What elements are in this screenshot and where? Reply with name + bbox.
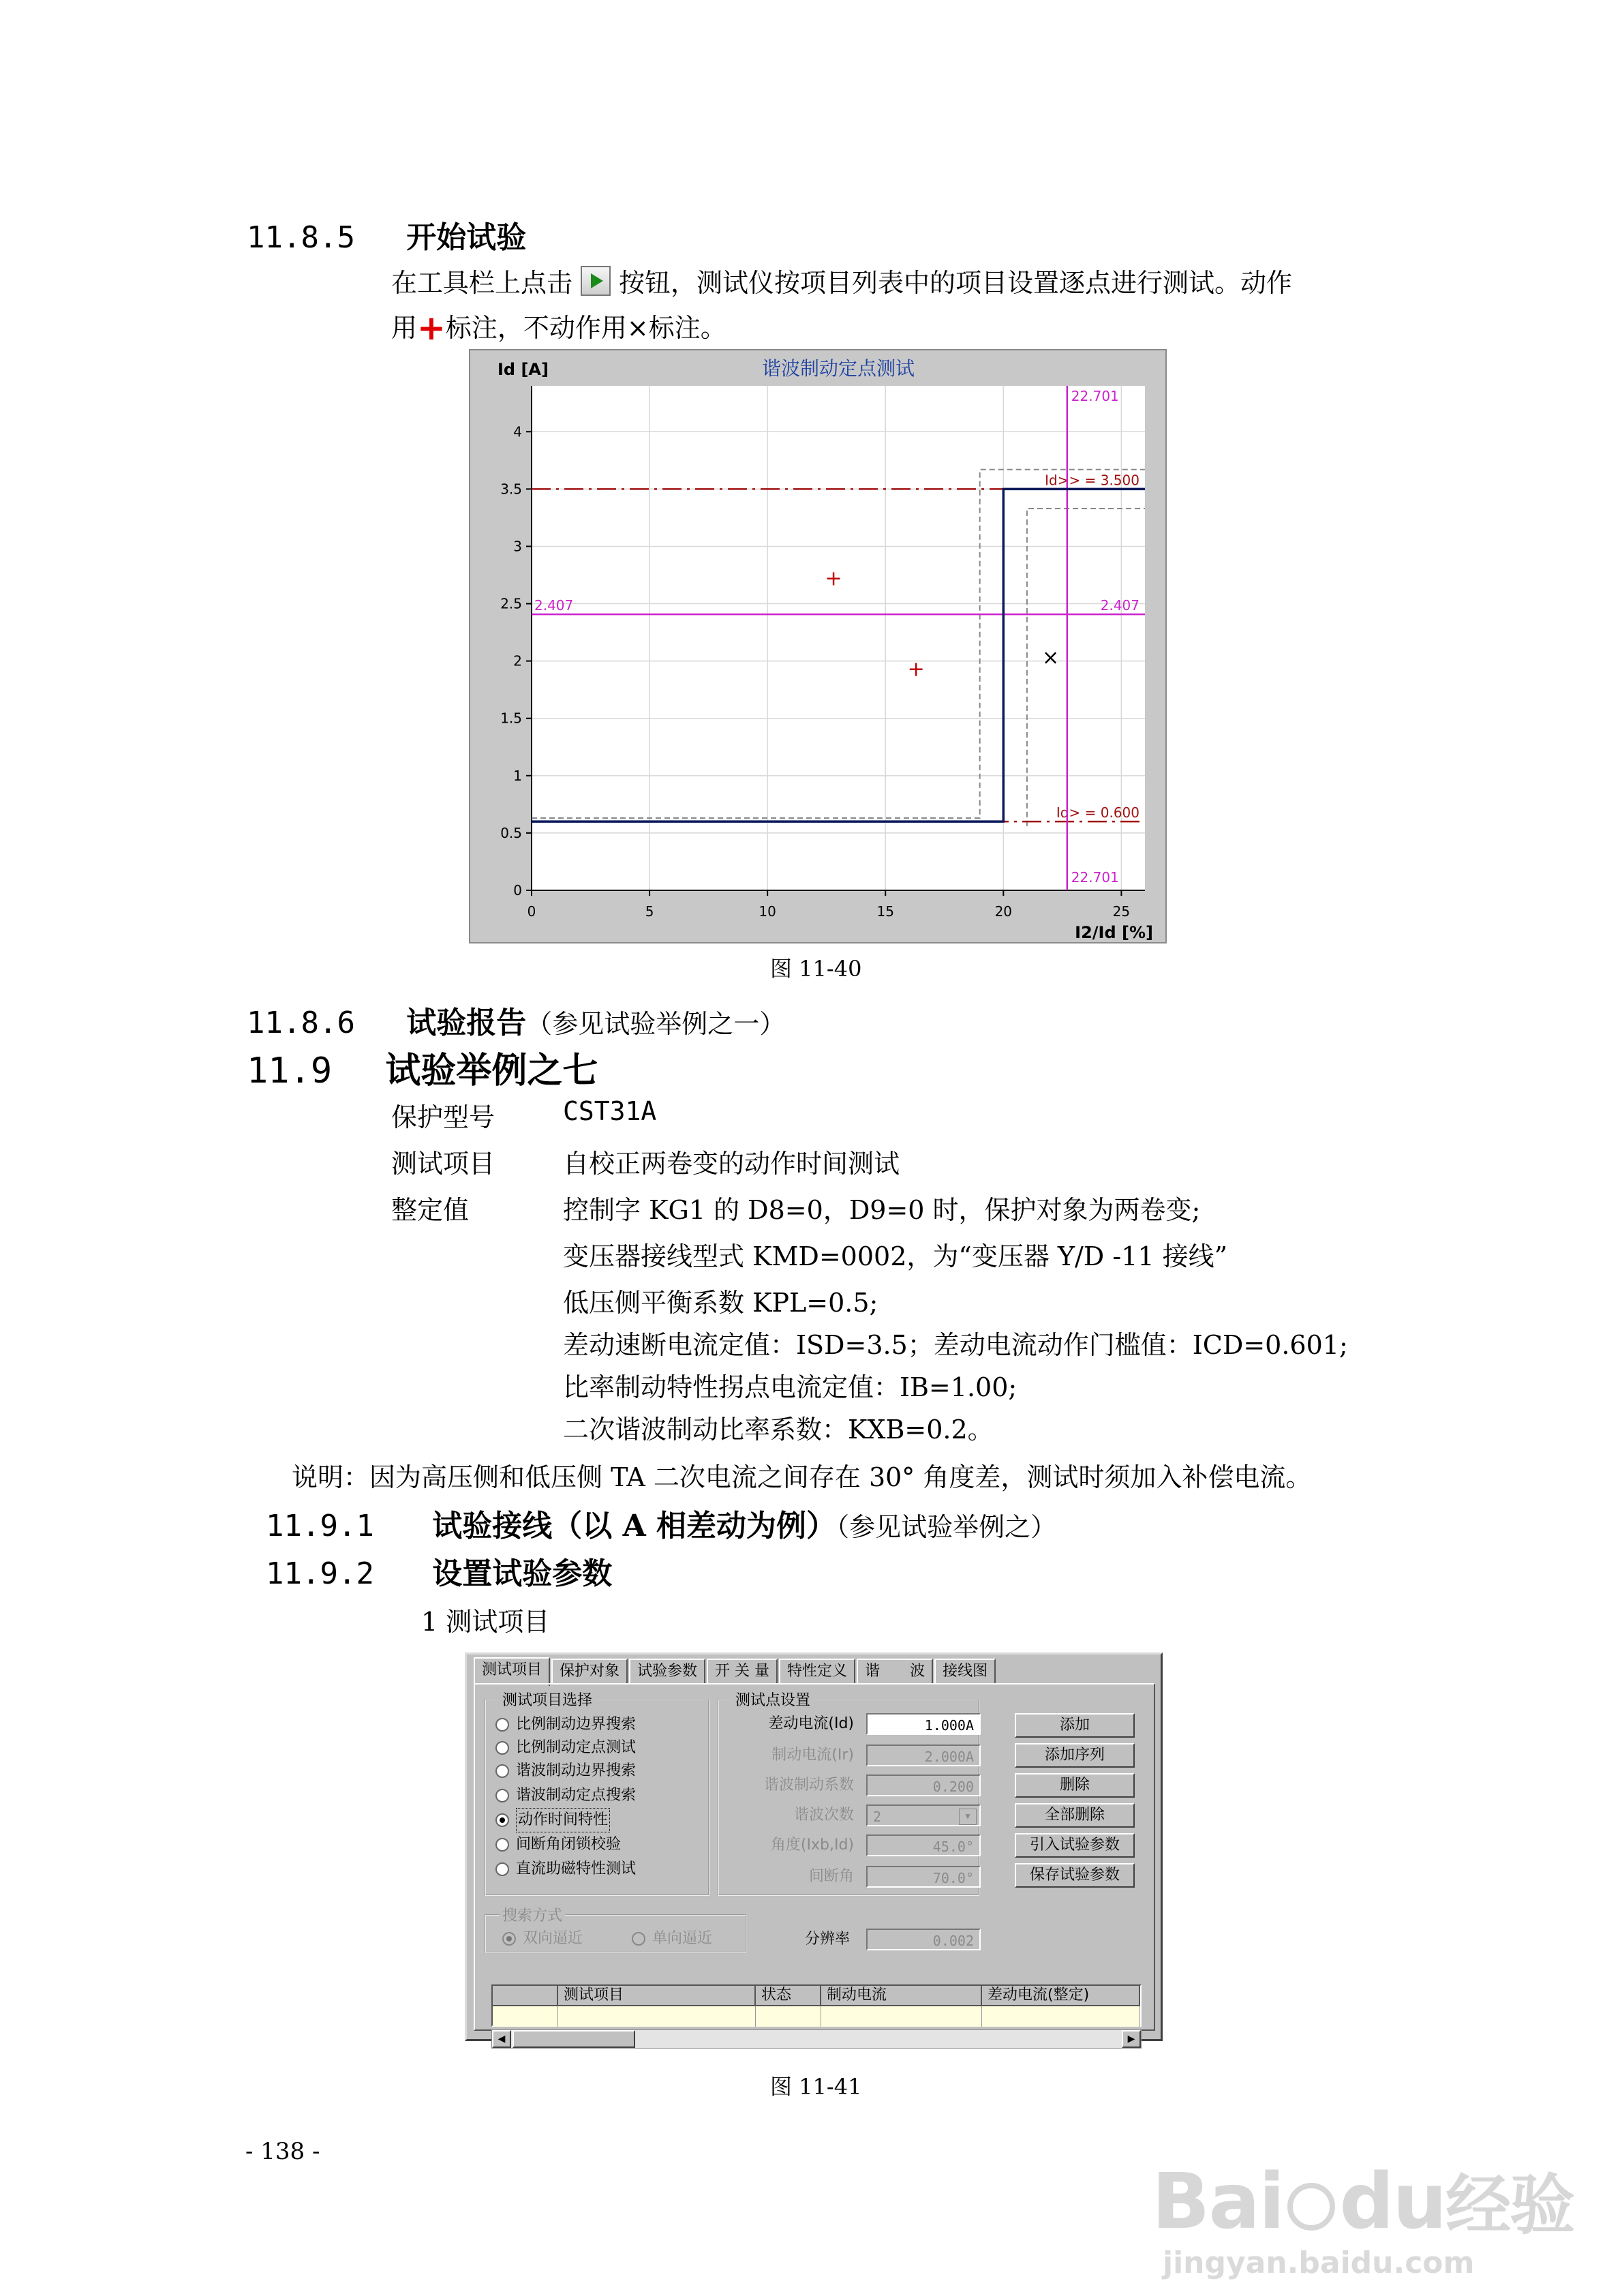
- x-tick-label: 15: [876, 903, 894, 920]
- table-row[interactable]: [493, 2006, 1140, 2027]
- section-note: （参见试验举例之一）: [526, 1009, 786, 1039]
- y-tick-label: 0: [513, 882, 522, 898]
- y-tick-label: 2.5: [500, 595, 522, 612]
- restraint-current-label: 制动电流(Ir): [771, 1747, 854, 1764]
- angle-label: 角度(Ixb,Id): [770, 1837, 854, 1854]
- group-title: 搜索方式: [502, 1907, 563, 1924]
- horizontal-scrollbar[interactable]: [491, 2029, 1142, 2049]
- radio-button[interactable]: [495, 1838, 509, 1852]
- radio-gap-angle[interactable]: [495, 1833, 621, 1856]
- setting-line: 比率制动特性拐点电流定值：IB=1.00;: [563, 1372, 1017, 1402]
- group-title: 测试项目选择: [502, 1692, 593, 1709]
- table-cell[interactable]: [982, 2006, 1140, 2027]
- page-number: - 138 -: [245, 2138, 320, 2165]
- watermark-brand: [1152, 2158, 1574, 2246]
- y-axis-label: Id [A]: [498, 360, 549, 379]
- y-tick-label: 1.5: [500, 710, 522, 727]
- radio-harmonic-fixed[interactable]: [495, 1784, 636, 1807]
- gap-angle-input[interactable]: 70.0°: [866, 1866, 981, 1888]
- instruction-line2-a: 用: [391, 313, 418, 343]
- harmonic-order-select[interactable]: [866, 1804, 981, 1826]
- y-tick-label: 3: [513, 538, 522, 555]
- radio-button[interactable]: [495, 1741, 509, 1755]
- y-tick-label: 0.5: [500, 824, 522, 841]
- select-value: 2: [873, 1809, 882, 1825]
- section-title: 开始试验: [406, 220, 527, 255]
- radio-button-checked[interactable]: [495, 1813, 509, 1827]
- test-settings-dialog: [465, 1652, 1163, 2044]
- tab-test-items[interactable]: 测试项目: [474, 1657, 550, 1686]
- import-params-button[interactable]: 引入试验参数: [1015, 1833, 1135, 1858]
- section-11-9-heading: [247, 1042, 598, 1093]
- radio-bidirectional[interactable]: [502, 1927, 583, 1950]
- y-tick-label: 2: [513, 652, 522, 669]
- add-sequence-button[interactable]: 添加序列: [1015, 1743, 1135, 1768]
- table-header: [493, 1986, 1140, 2006]
- table-cell[interactable]: [756, 2006, 821, 2027]
- radio-label: 直流助磁特性测试: [516, 1860, 637, 1877]
- chart-svg: [470, 350, 1165, 942]
- figure-caption-11-40: 图 11-40: [770, 956, 862, 982]
- section-11-8-5-heading: [247, 213, 526, 256]
- scroll-thumb[interactable]: [512, 2030, 635, 2048]
- section-number: 11.8.6: [247, 1006, 355, 1040]
- harmonic-order-label: 谐波次数: [793, 1807, 854, 1824]
- radio-button[interactable]: [495, 1862, 509, 1876]
- vline-label-top: 22.701: [1071, 388, 1119, 404]
- radio-label: 单向逼近: [652, 1930, 713, 1947]
- section-title: 试验举例之七: [385, 1050, 598, 1091]
- radio-label: 谐波制动定点搜索: [516, 1787, 637, 1804]
- diff-current-input[interactable]: 1.000A: [866, 1713, 981, 1735]
- resolution-label: 分辨率: [804, 1931, 850, 1948]
- angle-input[interactable]: 45.0°: [866, 1834, 981, 1856]
- radio-label: 谐波制动边界搜索: [516, 1762, 637, 1779]
- hline-label: Id> = 0.600: [1056, 804, 1139, 821]
- delete-button[interactable]: 删除: [1015, 1773, 1135, 1798]
- table-header-item[interactable]: 测试项目: [558, 1986, 756, 2006]
- section-title: 设置试验参数: [432, 1556, 613, 1591]
- section-11-9-1-heading: [266, 1501, 1056, 1545]
- x-tick-label: 0: [527, 903, 536, 920]
- resolution-input[interactable]: 0.002: [866, 1929, 981, 1950]
- test-item-value: 自校正两卷变的动作时间测试: [563, 1149, 900, 1179]
- setting-line: 变压器接线型式 KMD=0002，为“变压器 Y/D -11 接线”: [563, 1241, 1228, 1271]
- radio-proportional-boundary[interactable]: [495, 1713, 636, 1736]
- x-tick-label: 20: [994, 903, 1013, 920]
- radio-dc-magnet[interactable]: [495, 1858, 636, 1881]
- table-header-index: [493, 1986, 558, 2006]
- section-11-8-6-heading: [247, 998, 785, 1042]
- plot-area: [532, 386, 1145, 890]
- harmonic-coef-input[interactable]: 0.200: [866, 1774, 981, 1796]
- button-column: [1015, 1713, 1137, 1918]
- radio-button[interactable]: [495, 1764, 509, 1778]
- figure-caption-11-41: 图 11-41: [770, 2074, 862, 2100]
- y-tick-label: 1: [513, 767, 522, 784]
- scroll-right-icon[interactable]: ▶: [1122, 2030, 1141, 2048]
- table-cell[interactable]: [821, 2006, 982, 2027]
- hline-label-left: 2.407: [534, 597, 574, 614]
- gap-angle-label: 间断角: [808, 1868, 854, 1885]
- table-header-diff[interactable]: 差动电流(整定): [982, 1986, 1140, 2006]
- explanation-note: 说明：因为高压侧和低压侧 TA 二次电流之间存在 30° 角度差，测试时须加入补偿电流。: [292, 1462, 1312, 1492]
- section-title: 试验报告: [406, 1006, 527, 1040]
- tab-protected-object[interactable]: 保护对象: [551, 1659, 628, 1683]
- radio-button-checked[interactable]: [502, 1932, 516, 1946]
- play-icon: [581, 266, 611, 296]
- harmonic-coef-label: 谐波制动系数: [763, 1777, 854, 1794]
- chevron-down-icon[interactable]: ▼: [959, 1809, 977, 1825]
- red-plus-icon: +: [417, 308, 446, 348]
- watermark-url: jingyan.baidu.com: [1163, 2246, 1475, 2280]
- instruction-paragraph-line1: [391, 262, 1292, 299]
- section-title: 试验接线（以 A 相差动为例）: [432, 1509, 837, 1543]
- diff-current-label: 差动电流(Id): [768, 1715, 854, 1732]
- y-tick-label: 3.5: [500, 481, 522, 498]
- hline-label-right: 2.407: [1100, 597, 1139, 614]
- setting-line: 差动速断电流定值：ISD=3.5；差动电流动作门槛值：ICD=0.601;: [563, 1330, 1348, 1360]
- tab-test-params[interactable]: 试验参数: [629, 1659, 705, 1683]
- vline-label-bottom: 22.701: [1071, 869, 1119, 886]
- watermark-brand-a: Bai: [1152, 2158, 1284, 2246]
- scroll-left-icon[interactable]: ◀: [492, 2030, 511, 2048]
- setting-label: 整定值: [391, 1195, 470, 1225]
- section-number: 11.9.1: [266, 1509, 374, 1543]
- section-number: 11.9: [247, 1051, 333, 1091]
- tab-characteristic[interactable]: 特性定义: [779, 1659, 855, 1683]
- protection-model-value: CST31A: [563, 1096, 657, 1126]
- x-axis-label: I2/Id [%]: [1075, 923, 1153, 942]
- point-operate: +: [825, 567, 842, 591]
- radio-label: 双向逼近: [523, 1930, 583, 1947]
- radio-label: 比例制动定点测试: [516, 1739, 637, 1756]
- tab-panel: [474, 1683, 1155, 2044]
- add-button[interactable]: 添加: [1015, 1713, 1135, 1738]
- delete-all-button[interactable]: 全部删除: [1015, 1803, 1135, 1828]
- section-11-9-2-heading: [266, 1549, 612, 1592]
- x-tick-label: 5: [645, 903, 654, 920]
- paw-icon: [1287, 2183, 1335, 2231]
- setting-line: 低压侧平衡系数 KPL=0.5;: [563, 1288, 878, 1318]
- table-header-restraint[interactable]: 制动电流: [821, 1986, 982, 2006]
- chart-title: 谐波制动定点测试: [761, 357, 915, 380]
- table-header-status[interactable]: 状态: [756, 1986, 821, 2006]
- baidu-watermark: [1152, 2158, 1595, 2280]
- radio-proportional-fixed[interactable]: [495, 1736, 636, 1759]
- y-tick-label: 4: [513, 423, 522, 440]
- protection-model-label: 保护型号: [391, 1102, 495, 1132]
- test-item-label: 测试项目: [391, 1149, 495, 1179]
- group-title: 测试点设置: [735, 1692, 811, 1709]
- tab-switch-io[interactable]: 开 关 量: [707, 1659, 778, 1683]
- x-tick-label: 25: [1112, 903, 1131, 920]
- radio-unidirectional[interactable]: [632, 1927, 712, 1950]
- radio-label: 间断角闭锁校验: [516, 1836, 622, 1853]
- tab-wiring[interactable]: 接线图: [934, 1659, 996, 1683]
- radio-harmonic-boundary[interactable]: [495, 1759, 636, 1783]
- restraint-current-input[interactable]: 2.000A: [866, 1744, 981, 1766]
- tab-harmonic[interactable]: 谐 波: [857, 1659, 933, 1683]
- instruction-paragraph-line2: [391, 307, 726, 348]
- instruction-post: 按钮，测试仪按项目列表中的项目设置逐点进行测试。动作: [619, 268, 1293, 298]
- table-cell[interactable]: [493, 2006, 558, 2027]
- watermark-brand-b: du: [1339, 2158, 1446, 2246]
- tab-bar: [474, 1659, 997, 1683]
- instruction-line2-b: 标注，不动作用×标注。: [445, 313, 726, 343]
- radio-button[interactable]: [495, 1718, 509, 1732]
- test-item-table[interactable]: [491, 1984, 1142, 2027]
- x-tick-label: 10: [759, 903, 776, 920]
- setting-line: 二次谐波制动比率系数：KXB=0.2。: [563, 1415, 994, 1445]
- radio-button[interactable]: [632, 1932, 645, 1946]
- point-no-operate: ×: [1041, 646, 1060, 670]
- section-number: 11.9.2: [266, 1556, 374, 1591]
- radio-button[interactable]: [495, 1789, 509, 1802]
- point-operate: +: [907, 657, 925, 682]
- radio-operate-time[interactable]: [495, 1809, 610, 1832]
- harmonic-restraint-chart: [469, 349, 1167, 943]
- section-note: （参见试验举例之）: [836, 1512, 1057, 1542]
- table-cell[interactable]: [558, 2006, 756, 2027]
- hline-label: Id>> = 3.500: [1045, 472, 1139, 489]
- save-params-button[interactable]: 保存试验参数: [1015, 1863, 1135, 1888]
- radio-label: 比例制动边界搜索: [516, 1716, 637, 1733]
- instruction-pre: 在工具栏上点击: [391, 268, 573, 298]
- section-number: 11.8.5: [247, 220, 355, 255]
- list-item-1: 1 测试项目: [421, 1607, 550, 1637]
- watermark-brand-c: 经验: [1445, 2167, 1574, 2244]
- setting-line: 控制字 KG1 的 D8=0，D9=0 时，保护对象为两卷变;: [563, 1195, 1201, 1225]
- radio-label: 动作时间特性: [516, 1808, 610, 1832]
